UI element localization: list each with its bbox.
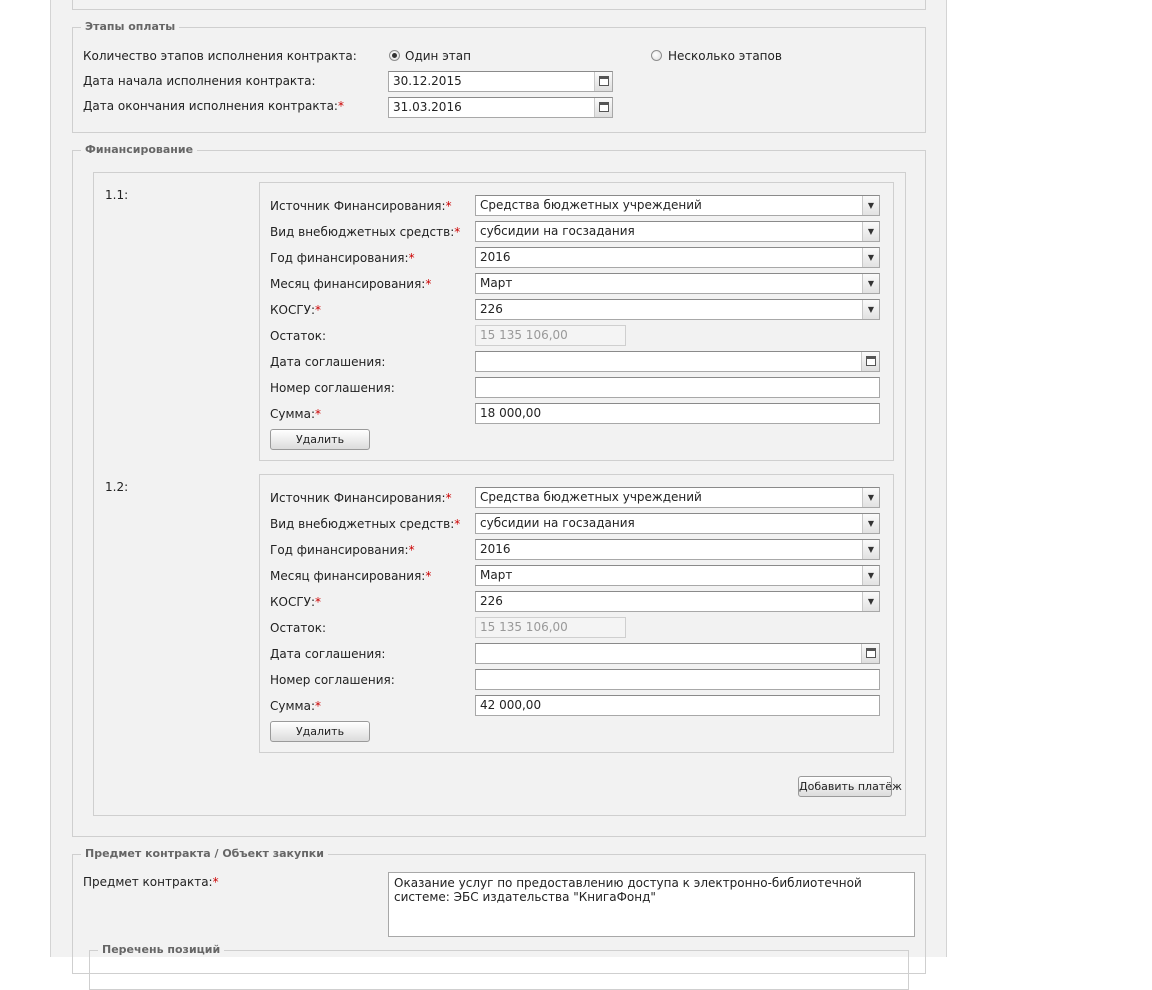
chevron-down-icon[interactable]: ▼ [862,222,879,241]
calendar-icon [599,102,609,112]
amount-field[interactable]: 42 000,00 [475,695,880,716]
kosgu-label: КОСГУ:* [270,595,322,609]
subject-legend: Предмет контракта / Объект закупки [81,847,328,861]
balance-label: Остаток: [270,621,327,635]
agreement-number-label: Номер соглашения: [270,673,395,687]
month-select[interactable]: Март ▼ [475,565,880,586]
kosgu-select[interactable]: 226 ▼ [475,299,880,320]
agreement-number-field[interactable] [475,377,880,398]
offbudget-label: Вид внебюджетных средств:* [270,225,461,239]
agreement-number-field[interactable] [475,669,880,690]
end-date-value: 31.03.2016 [393,100,462,114]
previous-section [72,0,926,10]
agreement-date-label: Дата соглашения: [270,647,386,661]
chevron-down-icon[interactable]: ▼ [862,196,879,215]
agreement-date-field[interactable] [475,643,880,664]
balance-label: Остаток: [270,329,327,343]
radio-many-stages[interactable] [651,50,662,61]
amount-label: Сумма:* [270,699,321,713]
many-stages-label[interactable]: Несколько этапов [668,49,782,63]
radio-one-stage[interactable] [389,50,400,61]
financing-item-number: 1.1: [105,188,129,202]
agreement-date-calendar-button[interactable] [861,644,879,663]
source-label: Источник Финансирования:* [270,491,452,505]
delete-button[interactable]: Удалить [270,721,370,742]
kosgu-label: КОСГУ:* [270,303,322,317]
positions-section [89,943,909,990]
subject-textarea[interactable]: Оказание услуг по предоставлению доступа к электронно-библиотечной системе: ЭБС издательства "КнигаФонд" [388,872,915,937]
financing-item-2 [259,474,894,753]
month-select[interactable]: Март ▼ [475,273,880,294]
chevron-down-icon[interactable]: ▼ [862,540,879,559]
chevron-down-icon[interactable]: ▼ [862,274,879,293]
kosgu-select[interactable]: 226 ▼ [475,591,880,612]
balance-field: 15 135 106,00 [475,325,626,346]
start-date-label: Дата начала исполнения контракта: [83,74,316,88]
financing-container [93,172,906,816]
balance-field: 15 135 106,00 [475,617,626,638]
year-select[interactable]: 2016 ▼ [475,539,880,560]
positions-legend: Перечень позиций [98,943,224,957]
offbudget-select[interactable]: субсидии на госзадания ▼ [475,221,880,242]
month-label: Месяц финансирования:* [270,277,432,291]
delete-button[interactable]: Удалить [270,429,370,450]
end-date-field[interactable] [388,97,613,118]
payment-stages-section [72,20,926,133]
start-date-value: 30.12.2015 [393,74,462,88]
payment-stages-legend: Этапы оплаты [81,20,179,34]
calendar-icon [866,356,876,366]
start-date-calendar-button[interactable] [594,72,612,91]
chevron-down-icon[interactable]: ▼ [862,488,879,507]
chevron-down-icon[interactable]: ▼ [862,300,879,319]
offbudget-select[interactable]: субсидии на госзадания ▼ [475,513,880,534]
year-select[interactable]: 2016 ▼ [475,247,880,268]
financing-item-number: 1.2: [105,480,129,494]
start-date-field[interactable] [388,71,613,92]
chevron-down-icon[interactable]: ▼ [862,566,879,585]
amount-label: Сумма:* [270,407,321,421]
financing-item-1 [259,182,894,461]
agreement-date-label: Дата соглашения: [270,355,386,369]
amount-field[interactable]: 18 000,00 [475,403,880,424]
one-stage-label[interactable]: Один этап [405,49,471,63]
subject-label: Предмет контракта:* [83,875,219,889]
form-panel [50,0,947,957]
chevron-down-icon[interactable]: ▼ [862,514,879,533]
add-payment-button[interactable]: Добавить платёж [798,776,892,797]
financing-section [72,143,926,837]
subject-section [72,847,926,974]
financing-legend: Финансирование [81,143,197,157]
month-label: Месяц финансирования:* [270,569,432,583]
chevron-down-icon[interactable]: ▼ [862,248,879,267]
chevron-down-icon[interactable]: ▼ [862,592,879,611]
source-select[interactable]: Средства бюджетных учреждений ▼ [475,195,880,216]
calendar-icon [599,76,609,86]
agreement-number-label: Номер соглашения: [270,381,395,395]
year-label: Год финансирования:* [270,251,415,265]
source-label: Источник Финансирования:* [270,199,452,213]
offbudget-label: Вид внебюджетных средств:* [270,517,461,531]
agreement-date-calendar-button[interactable] [861,352,879,371]
agreement-date-field[interactable] [475,351,880,372]
end-date-label: Дата окончания исполнения контракта:* [83,99,344,113]
year-label: Год финансирования:* [270,543,415,557]
stages-count-label: Количество этапов исполнения контракта: [83,49,357,63]
calendar-icon [866,648,876,658]
end-date-calendar-button[interactable] [594,98,612,117]
source-select[interactable]: Средства бюджетных учреждений ▼ [475,487,880,508]
